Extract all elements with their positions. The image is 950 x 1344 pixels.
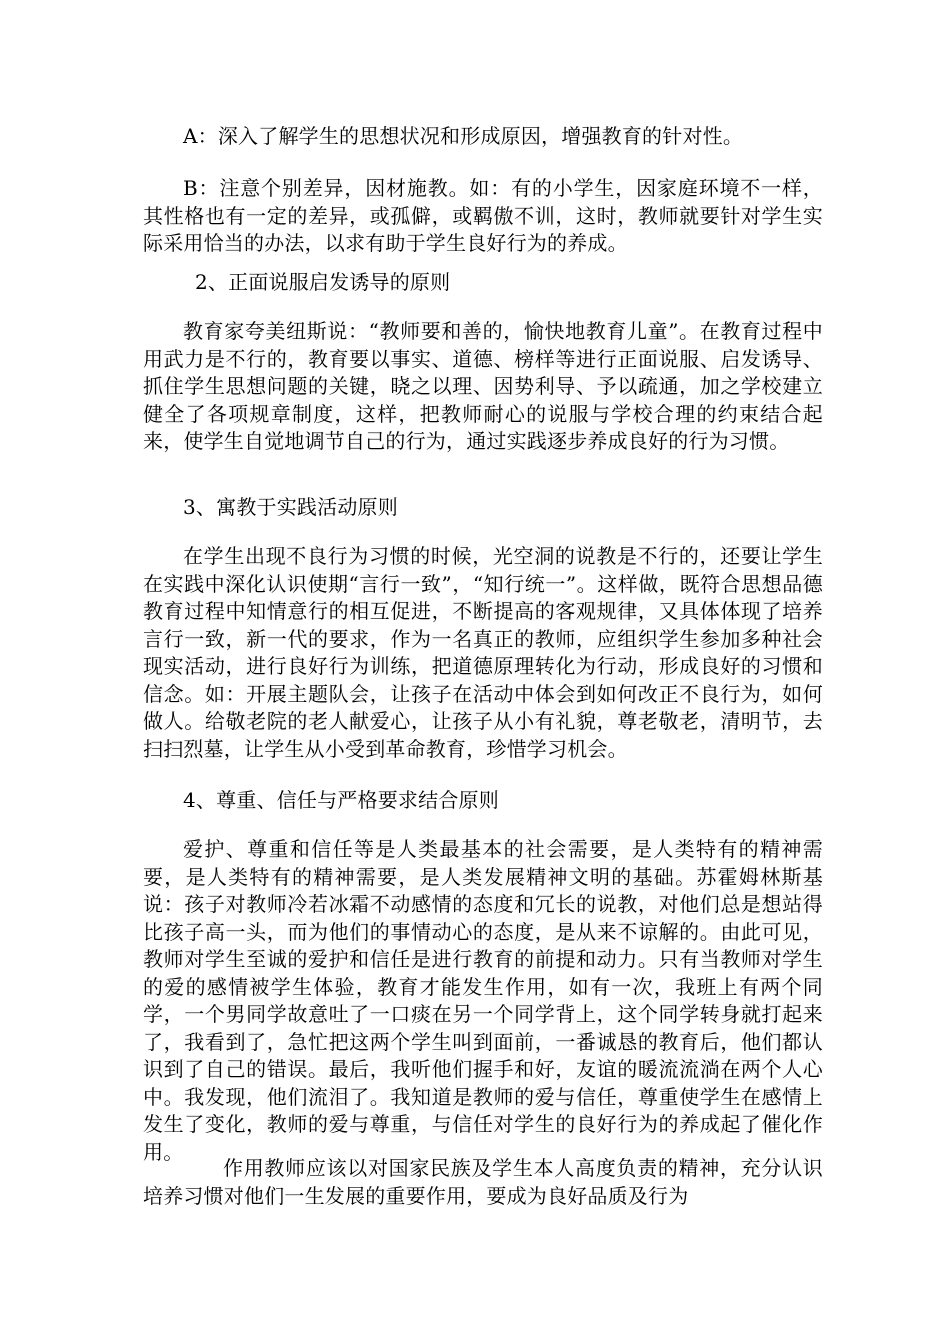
section-heading-2: 2、正面说服启发诱导的原则 [195, 270, 451, 294]
section-heading-3: 3、寓教于实践活动原则 [183, 495, 398, 519]
paragraph-b: B：注意个别差异，因材施教。如：有的小学生，因家庭环境不一样，其性格也有一定的差异，或孤僻，或羁傲不训，这时，教师就要针对学生实际采用恰当的办法，以求有助于学生良好行为的养成。 [143, 176, 823, 255]
paragraph-section-4: 爱护、尊重和信任等是人类最基本的社会需要，是人类特有的精神需要，是人类特有的精神需要，是人类发展精神文明的基础。苏霍姆林斯基说：孩子对教师冷若冰霜不动感情的态度和冗长的说教，对他们总是想站得比孩子高一头，而为他们的事情动心的态度，是从来不谅解的。由此可见，教师对学生至诚的爱护和信任是进行教育的前提和动力。只有当教师对学生的爱的感情被学生体验，教育才能发生作用，如有一次，我班上有两个同学，一个男同学故意吐了一口痰在另一个同学背上，这个同学转身就打起来了，我看到了，急忙把这两个学生叫到面前，一番诚恳的教育后，他们都认识到了自己的错误。最后，我听他们握手和好，友谊的暖流流淌在两个人心中。我发现，他们流泪了。我知道是教师的爱与信任，尊重使学生在感情上发生了变化，教师的爱与尊重，与信任对学生的良好行为的养成起了催化作用。 [143, 837, 823, 1164]
paragraph-section-3: 在学生出现不良行为习惯的时候，光空洞的说教是不行的，还要让学生在实践中深化认识使期“言行一致”，“知行统一”。这样做，既符合思想品德教育过程中知情意行的相互促进，不断提高的客观规律，又具体体现了培养言行一致，新一代的要求，作为一名真正的教师，应组织学生参加多种社会现实活动，进行良好行为训练，把道德原理转化为行动，形成良好的习惯和信念。如：开展主题队会，让孩子在活动中体会到如何改正不良行为，如何做人。给敬老院的老人献爱心，让孩子从小有礼貌，尊老敬老，清明节，去扫扫烈墓，让学生从小受到革命教育，珍惜学习机会。 [143, 544, 823, 761]
section-heading-4: 4、尊重、信任与严格要求结合原则 [183, 788, 499, 812]
paragraph-conclusion: 作用教师应该以对国家民族及学生本人高度负责的精神，充分认识培养习惯对他们一生发展的重要作用，要成为良好品质及行为 [143, 1156, 823, 1208]
paragraph-section-2: 教育家夸美纽斯说：“教师要和善的，愉快地教育儿童”。在教育过程中用武力是不行的，教育要以事实、道德、榜样等进行正面说服、启发诱导、抓住学生思想问题的关键，晓之以理、因势利导、予以疏通，加之学校建立健全了各项规章制度，这样，把教师耐心的说服与学校合理的约束结合起来，使学生自觉地调节自己的行为，通过实践逐步养成良好的行为习惯。 [143, 319, 823, 453]
paragraph-a: A：深入了解学生的思想状况和形成原因，增强教育的针对性。 [183, 124, 744, 148]
